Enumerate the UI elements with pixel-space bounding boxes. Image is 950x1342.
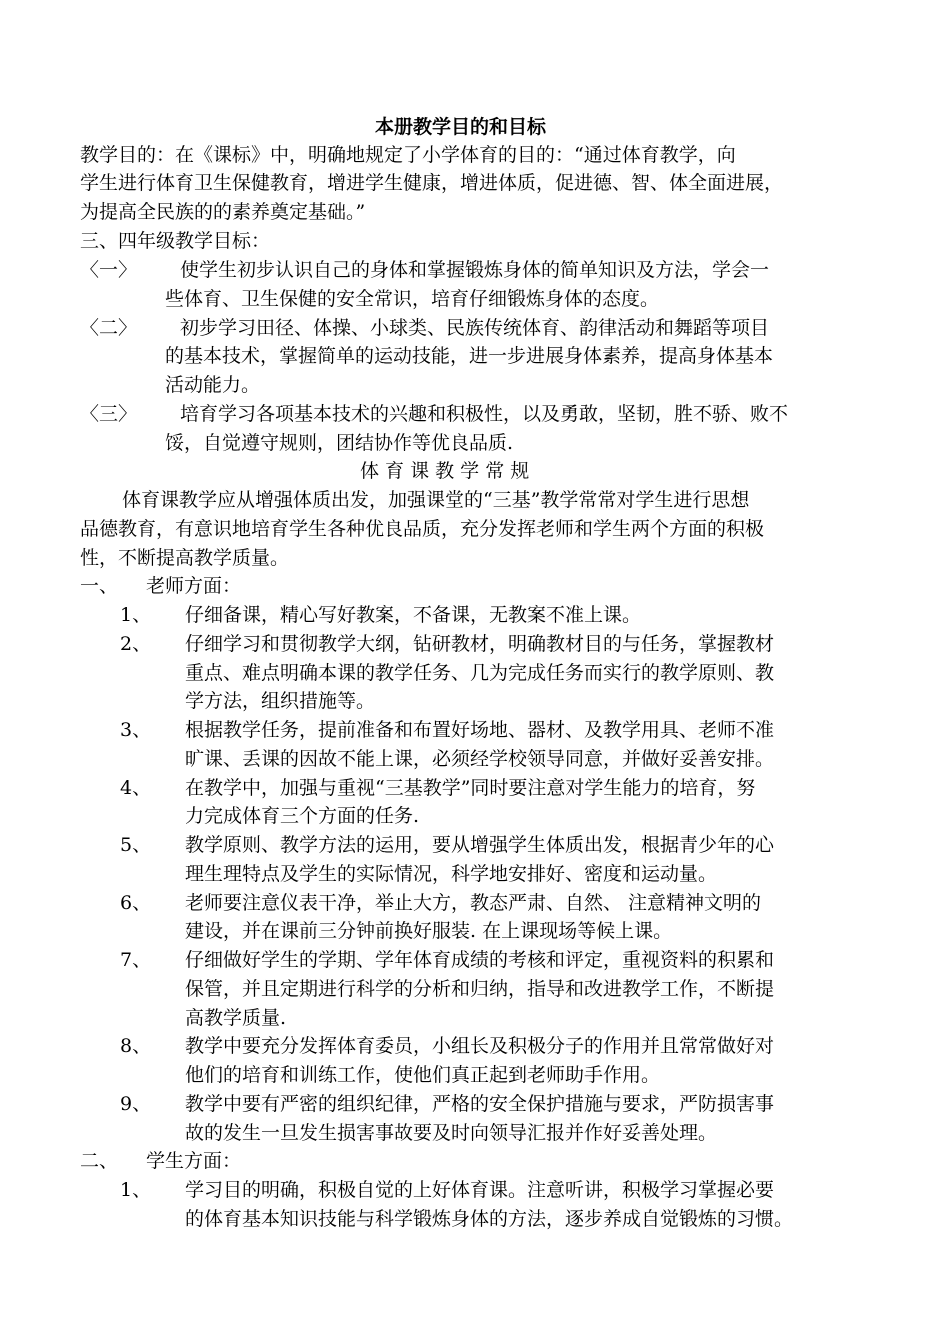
teacher-item-7-line-3: 高教学质量. [185, 1007, 287, 1029]
teacher-item-2-num: 2、 [120, 633, 152, 655]
teacher-item-2-line-3: 学方法，组织措施等。 [185, 690, 376, 712]
teacher-item-7-num: 7、 [120, 949, 152, 971]
teacher-item-4-line-2: 力完成体育三个方面的任务. [185, 805, 420, 827]
teacher-item-8-line-2: 他们的培育和训练工作，使他们真正起到老师助手作用。 [185, 1064, 661, 1086]
intro-line-1: 体育课教学应从增强体质出发，加强课堂的“三基”教学常常对学生进行思想 [122, 489, 750, 511]
teacher-item-1-line-1: 仔细备课，精心写好教案，不备课，无教案不准上课。 [185, 604, 642, 626]
teacher-item-5-line-2: 理生理特点及学生的实际情况，科学地安排好、密度和运动量。 [185, 863, 718, 885]
teacher-item-3-line-1: 根据教学任务，提前准备和布置好场地、器材、及教学用具、老师不准 [185, 719, 775, 741]
teacher-item-8-line-1: 教学中要充分发挥体育委员，小组长及积极分子的作用并且常常做好对 [185, 1035, 775, 1057]
goal-3-line-1: 培育学习各项基本技术的兴趣和积极性，以及勇敢，坚韧，胜不骄、败不 [180, 403, 789, 425]
student-heading-marker: 二、 [80, 1150, 119, 1172]
teacher-item-6-line-1: 老师要注意仪表干净，举止大方，教态严肃、自然、 注意精神文明的 [185, 892, 762, 914]
teacher-item-5-num: 5、 [120, 834, 152, 856]
teacher-heading: 老师方面： [146, 575, 242, 597]
intro-line-3: 性，不断提高教学质量。 [80, 547, 290, 569]
aim-line-3: 为提高全民族的的素养奠定基础。” [80, 201, 366, 223]
goal-2-line-1: 初步学习田径、体操、小球类、民族传统体育、韵律活动和舞蹈等项目 [180, 317, 770, 339]
aim-line-1: 教学目的：在《课标》中，明确地规定了小学体育的目的：“通过体育教学，向 [80, 144, 736, 166]
goal-2-marker: 〈二〉 [80, 317, 138, 339]
goal-1-line-1: 使学生初步认识自己的身体和掌握锻炼身体的简单知识及方法，学会一 [180, 259, 770, 281]
teacher-item-4-num: 4、 [120, 777, 152, 799]
document-title: 本册教学目的和目标 [375, 116, 547, 138]
grade-goals-heading: 三、四年级教学目标： [80, 230, 271, 252]
student-item-1-num: 1、 [120, 1179, 152, 1201]
goal-2-line-2: 的基本技术，掌握简单的运动技能，进一步进展身体素养，提高身体基本 [165, 345, 774, 367]
teacher-item-7-line-2: 保管，并且定期进行科学的分析和归纳，指导和改进教学工作，不断提 [185, 978, 775, 1000]
teacher-item-5-line-1: 教学原则、教学方法的运用，要从增强学生体质出发，根据青少年的心 [185, 834, 775, 856]
section-title-routine: 体 育 课 教 学 常 规 [360, 460, 530, 482]
teacher-item-6-line-2: 建设，并在课前三分钟前换好服装. 在上课现场等候上课。 [185, 920, 673, 942]
teacher-item-2-line-1: 仔细学习和贯彻教学大纲，钻研教材，明确教材目的与任务，掌握教材 [185, 633, 775, 655]
goal-2-line-3: 活动能力。 [165, 374, 261, 396]
teacher-item-4-line-1: 在教学中，加强与重视“三基教学”同时要注意对学生能力的培育，努 [185, 777, 756, 799]
teacher-item-7-line-1: 仔细做好学生的学期、学年体育成绩的考核和评定，重视资料的积累和 [185, 949, 775, 971]
goal-1-line-2: 些体育、卫生保健的安全常识，培育仔细锻炼身体的态度。 [165, 288, 660, 310]
teacher-item-9-num: 9、 [120, 1093, 152, 1115]
teacher-item-8-num: 8、 [120, 1035, 152, 1057]
aim-line-2: 学生进行体育卫生保健教育，增进学生健康，增进体质，促进德、智、体全面进展， [80, 172, 784, 194]
student-item-1-line-1: 学习目的明确，积极自觉的上好体育课。注意听讲，积极学习掌握必要 [185, 1179, 775, 1201]
student-item-1-line-2: 的体育基本知识技能与科学锻炼身体的方法，逐步养成自觉锻炼的习惯。 [185, 1208, 794, 1230]
teacher-item-6-num: 6、 [120, 892, 152, 914]
intro-line-2: 品德教育，有意识地培育学生各种优良品质，充分发挥老师和学生两个方面的积极 [80, 518, 765, 540]
teacher-item-9-line-1: 教学中要有严密的组织纪律，严格的安全保护措施与要求，严防损害事 [185, 1093, 775, 1115]
teacher-item-3-line-2: 旷课、丢课的因故不能上课，必须经学校领导同意，并做好妥善安排。 [185, 748, 775, 770]
teacher-heading-marker: 一、 [80, 575, 119, 597]
teacher-item-1-num: 1、 [120, 604, 152, 626]
student-heading: 学生方面： [146, 1150, 242, 1172]
goal-1-marker: 〈一〉 [80, 259, 138, 281]
goal-3-line-2: 馁，自觉遵守规则，团结协作等优良品质. [165, 432, 514, 454]
teacher-item-2-line-2: 重点、难点明确本课的教学任务、几为完成任务而实行的教学原则、教 [185, 662, 775, 684]
teacher-item-3-num: 3、 [120, 719, 152, 741]
teacher-item-9-line-2: 故的发生一旦发生损害事故要及时向领导汇报并作好妥善处理。 [185, 1122, 718, 1144]
goal-3-marker: 〈三〉 [80, 403, 138, 425]
